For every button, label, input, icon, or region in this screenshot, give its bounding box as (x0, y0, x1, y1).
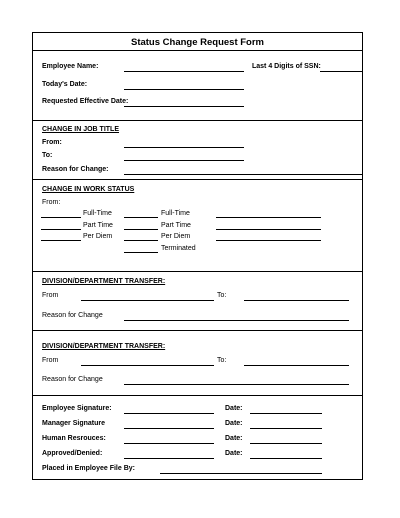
left-option-blank[interactable] (41, 229, 81, 230)
job-title-to-label: To: (42, 152, 53, 159)
divider (33, 179, 362, 180)
transfer1-reason-label: Reason for Change (42, 312, 103, 319)
job-title-reason-label: Reason for Change: (42, 166, 109, 173)
transfer2-from-field[interactable] (81, 365, 214, 366)
todays-date-label: Today's Date: (42, 81, 88, 88)
divider (33, 395, 362, 396)
job-title-reason-field[interactable] (124, 174, 362, 175)
employee-signature-date-label: Date: (225, 405, 243, 412)
work-status-heading: CHANGE IN WORK STATUS (42, 186, 135, 193)
work-status-field[interactable] (216, 229, 321, 230)
left-option-full-time: Full-Time (83, 210, 112, 217)
effective-date-field[interactable] (124, 106, 244, 107)
divider (33, 330, 362, 331)
manager-signature-label: Manager Signature (42, 420, 106, 427)
form-title: Status Change Request Form (130, 37, 265, 48)
work-status-field[interactable] (216, 240, 321, 241)
transfer1-from-label: From (42, 292, 59, 299)
transfer2-from-label: From (42, 357, 59, 364)
right-option-full-time: Full-Time (161, 210, 190, 217)
human-resources-label: Human Resrouces: (42, 435, 106, 442)
manager-signature-field[interactable] (124, 428, 214, 429)
divider (33, 50, 362, 51)
divider (33, 120, 362, 121)
right-option-terminated: Terminated (161, 245, 196, 252)
left-option-blank[interactable] (41, 217, 81, 218)
todays-date-field[interactable] (124, 89, 244, 90)
work-status-from-label: From: (42, 199, 61, 206)
job-title-heading: CHANGE IN JOB TITLE (42, 126, 120, 133)
right-option-blank[interactable] (124, 252, 158, 253)
employee-signature-field[interactable] (124, 413, 214, 414)
right-option-blank[interactable] (124, 240, 158, 241)
transfer2-heading: DIVISION/DEPARTMENT TRANSFER: (42, 343, 166, 350)
right-option-blank[interactable] (124, 217, 158, 218)
right-option-part-time: Part Time (161, 222, 191, 229)
employee-name-label: Employee Name: (42, 63, 99, 70)
approved-denied-date-label: Date: (225, 450, 243, 457)
approved-denied-field[interactable] (124, 458, 214, 459)
placed-in-file-label: Placed in Employee File By: (42, 465, 135, 472)
transfer2-reason-field[interactable] (124, 384, 349, 385)
effective-date-label: Requested Effective Date: (42, 98, 129, 105)
transfer2-to-field[interactable] (244, 365, 349, 366)
transfer2-to-label: To: (217, 357, 227, 364)
manager-signature-date-field[interactable] (250, 428, 322, 429)
human-resources-date-label: Date: (225, 435, 243, 442)
employee-name-field[interactable] (124, 71, 244, 72)
left-option-part-time: Part Time (83, 222, 113, 229)
transfer1-heading: DIVISION/DEPARTMENT TRANSFER: (42, 278, 166, 285)
left-option-per-diem: Per Diem (83, 233, 113, 240)
approved-denied-label: Approved/Denied: (42, 450, 103, 457)
employee-signature-label: Employee Signature: (42, 405, 112, 412)
transfer1-to-field[interactable] (244, 300, 349, 301)
left-option-blank[interactable] (41, 240, 81, 241)
transfer1-from-field[interactable] (81, 300, 214, 301)
right-option-blank[interactable] (124, 229, 158, 230)
transfer1-reason-field[interactable] (124, 320, 349, 321)
human-resources-field[interactable] (124, 443, 214, 444)
transfer1-to-label: To: (217, 292, 227, 299)
job-title-from-label: From: (42, 139, 62, 146)
manager-signature-date-label: Date: (225, 420, 243, 427)
employee-signature-date-field[interactable] (250, 413, 322, 414)
ssn-label: Last 4 Digits of SSN: (252, 63, 321, 70)
transfer2-reason-label: Reason for Change (42, 376, 103, 383)
approved-denied-date-field[interactable] (250, 458, 322, 459)
human-resources-date-field[interactable] (250, 443, 322, 444)
job-title-to-field[interactable] (124, 160, 244, 161)
divider (33, 271, 362, 272)
placed-in-file-field[interactable] (160, 473, 322, 474)
job-title-from-field[interactable] (124, 147, 244, 148)
ssn-field[interactable] (320, 71, 362, 72)
form-frame (32, 32, 363, 480)
right-option-per-diem: Per Diem (161, 233, 191, 240)
work-status-field[interactable] (216, 217, 321, 218)
